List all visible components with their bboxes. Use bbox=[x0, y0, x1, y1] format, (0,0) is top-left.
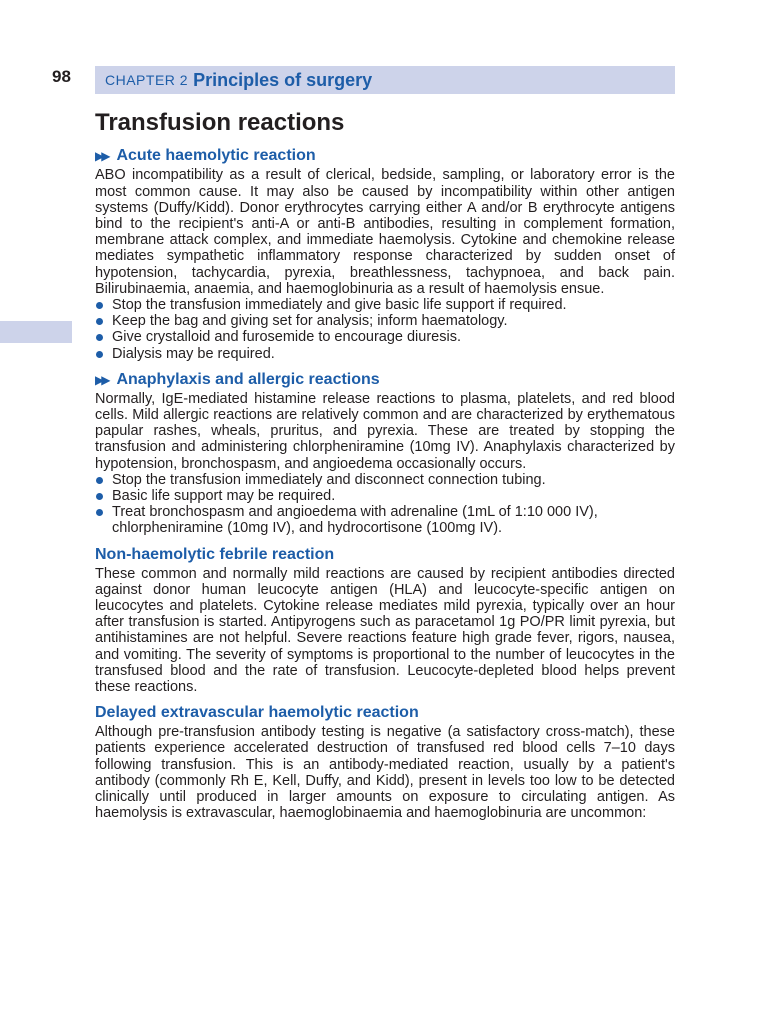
chapter-header-bar bbox=[95, 66, 675, 94]
bullet-icon bbox=[96, 334, 103, 341]
section-non-haemolytic-febrile bbox=[95, 545, 675, 696]
section-paragraph: These common and normally mild reactions are caused by recipient antibodies directed against donor human leucocyte antigen (HLA) and leucocyte-specific antigen on leucocytes and platelets. Cytokine release mediates mild pyrexia, typically over an hour after transfusion is started. Antipyrogens such as paracetamol 1g PO/PR limit pyrexia, but antihistamines are not helpful. Severe reactions feature high grade fever, rigors, nausea, and vomiting. The severity of symptoms is proportional to the number of leucocytes in the transfused blood and the rate of transfusion. Leucocyte-depleted blood helps prevent these reactions. bbox=[95, 565, 675, 696]
list-item-text: Give crystalloid and furosemide to encourage diuresis. bbox=[112, 329, 461, 346]
bullet-icon bbox=[96, 477, 103, 484]
bullet-list bbox=[95, 297, 675, 362]
section-paragraph: Normally, IgE-mediated histamine release reactions to plasma, platelets, and red blood cells. Mild allergic reactions are relatively common and are characterized by erythematous papular rashes, wheals, pruritus, and pyrexia. These are treated by stopping the transfusion and administering chlorpheniramine (10mg IV). Anaphylaxis characterized by hypotension, bronchospasm, and angioedema occasionally occurs. bbox=[95, 390, 675, 472]
section-paragraph: Although pre-transfusion antibody testing is negative (a satisfactory cross-match), these patients experience accelerated destruction of transfused red blood cells 7–10 days following transfusion. This is an antibody-mediated reaction, usually by a patient's antibody (commonly Rh E, Kell, Duffy, and Kidd), present in levels too low to be detected clinically until produced in larger amounts on exposure to circulating antigen. As haemolysis is extravascular, haemoglobinaemia and haemoglobinuria are uncommon: bbox=[95, 724, 675, 822]
list-item bbox=[95, 472, 675, 488]
section-heading-text: Non-haemolytic febrile reaction bbox=[95, 545, 335, 563]
list-item-text: Stop the transfusion immediately and disconnect connection tubing. bbox=[112, 471, 546, 488]
bullet-icon bbox=[96, 351, 103, 358]
section-heading bbox=[95, 370, 675, 390]
list-item bbox=[95, 329, 675, 345]
bullet-icon bbox=[96, 493, 103, 500]
section-heading-text: Delayed extravascular haemolytic reaction bbox=[95, 704, 419, 722]
section-heading-text: Anaphylaxis and allergic reactions bbox=[116, 370, 380, 388]
list-item bbox=[95, 504, 675, 536]
list-item bbox=[95, 313, 675, 329]
page-number: 98 bbox=[52, 67, 71, 86]
list-item-text: Keep the bag and giving set for analysis; inform haematology. bbox=[112, 313, 508, 330]
page-content bbox=[95, 110, 675, 822]
section-acute-haemolytic bbox=[95, 146, 675, 361]
list-item bbox=[95, 297, 675, 313]
list-item-text: Treat bronchospasm and angioedema with adrenaline (1mL of 1:10 000 IV), chlorpheniramine (10mg IV), and hydrocortisone (100mg IV). bbox=[112, 504, 598, 537]
double-arrow-icon: ▶▶ bbox=[95, 149, 108, 164]
section-paragraph: ABO incompatibility as a result of clerical, bedside, sampling, or laboratory error is the most common cause. It may also be caused by incompatibility within other antigen systems (Duffy/Kidd). Donor erythrocytes carrying either A and/or B erythrocyte antigens bind to the recipient's anti-A or anti-B antibodies, resulting in complement formation, membrane attack complex, and immediate haemolysis. Cytokine and chemokine release mediates sympathetic inflammatory response characterized by sudden onset of hypotension, tachycardia, pyrexia, breathlessness, tachypnoea, and back pain. Bilirubinaemia, anaemia, and haemoglobinuria as a result of haemolysis ensue. bbox=[95, 167, 675, 297]
chapter-label: CHAPTER 2 bbox=[105, 72, 189, 88]
section-heading bbox=[95, 146, 675, 166]
section-heading-text: Acute haemolytic reaction bbox=[116, 147, 316, 165]
list-item bbox=[95, 488, 675, 504]
section-delayed-extravascular bbox=[95, 703, 675, 821]
chapter-title: Principles of surgery bbox=[193, 69, 373, 90]
bullet-icon bbox=[96, 318, 103, 325]
list-item-text: Stop the transfusion immediately and give basic life support if required. bbox=[112, 297, 567, 314]
section-heading bbox=[95, 545, 675, 565]
list-item-text: Basic life support may be required. bbox=[112, 488, 336, 505]
double-arrow-icon: ▶▶ bbox=[95, 372, 108, 387]
page-title: Transfusion reactions bbox=[95, 109, 345, 136]
bullet-icon bbox=[96, 509, 103, 516]
chapter-side-tab bbox=[0, 321, 72, 343]
section-heading bbox=[95, 703, 675, 723]
list-item-text: Dialysis may be required. bbox=[112, 345, 275, 362]
list-item bbox=[95, 346, 675, 362]
bullet-icon bbox=[96, 302, 103, 309]
section-anaphylaxis bbox=[95, 370, 675, 537]
bullet-list bbox=[95, 472, 675, 537]
